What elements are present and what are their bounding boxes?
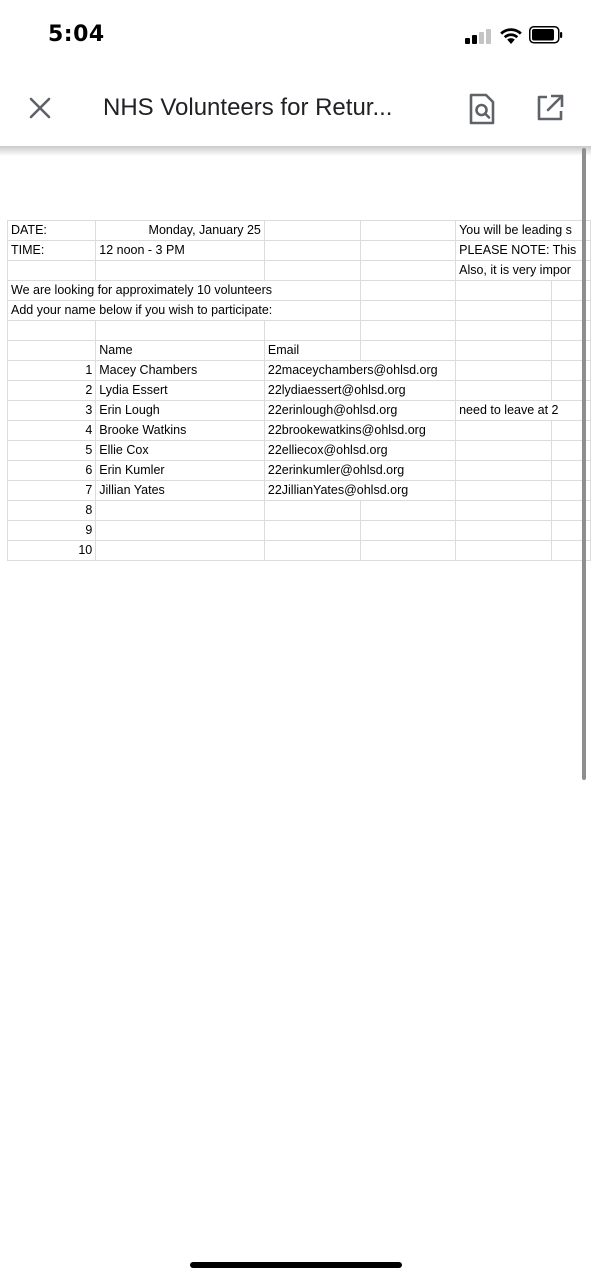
volunteer-note	[456, 361, 551, 381]
row-number: 7	[8, 481, 96, 501]
table-row	[8, 521, 591, 541]
top-app-bar	[0, 70, 591, 148]
date-value: Monday, January 25	[96, 221, 265, 241]
volunteer-note	[456, 381, 551, 401]
sheet-row	[8, 321, 591, 341]
volunteer-email: 22erinlough@ohlsd.org	[264, 401, 455, 421]
row-number: 5	[8, 441, 96, 461]
volunteer-email	[264, 521, 360, 541]
volunteer-note	[456, 501, 551, 521]
email-header: Email	[264, 341, 360, 361]
volunteer-name	[96, 541, 265, 561]
status-bar	[0, 0, 591, 70]
volunteer-name: Ellie Cox	[96, 441, 265, 461]
volunteer-note	[456, 521, 551, 541]
volunteer-note	[456, 441, 551, 461]
table-row	[8, 401, 591, 421]
app-bar-shadow	[0, 146, 591, 156]
volunteer-name: Erin Kumler	[96, 461, 265, 481]
wifi-icon	[498, 25, 524, 45]
sheet-row	[8, 261, 591, 281]
table-row	[8, 381, 591, 401]
header-row	[8, 341, 591, 361]
volunteer-note	[456, 421, 551, 441]
note-important: Also, it is very impor	[456, 261, 591, 281]
cellular-signal-icon	[465, 28, 493, 44]
spreadsheet-preview[interactable]	[7, 220, 591, 561]
close-icon[interactable]	[24, 92, 56, 124]
volunteer-note	[456, 481, 551, 501]
looking-text: We are looking for approximately 10 volunteers	[8, 281, 361, 301]
volunteer-email: 22lydiaessert@ohlsd.org	[264, 381, 455, 401]
table-row	[8, 541, 591, 561]
add-name-text: Add your name below if you wish to participate:	[8, 301, 361, 321]
row-number: 3	[8, 401, 96, 421]
volunteer-email: 22brookewatkins@ohlsd.org	[264, 421, 455, 441]
row-number: 10	[8, 541, 96, 561]
spreadsheet-grid	[7, 220, 591, 561]
document-title: NHS Volunteers for Retur...	[103, 94, 393, 121]
home-indicator[interactable]	[190, 1262, 402, 1268]
time-label: TIME:	[8, 241, 96, 261]
sheet-row	[8, 241, 591, 261]
table-row	[8, 421, 591, 441]
note-please: PLEASE NOTE: This	[456, 241, 591, 261]
table-row	[8, 461, 591, 481]
table-row	[8, 481, 591, 501]
row-number: 1	[8, 361, 96, 381]
document-search-icon[interactable]	[466, 92, 498, 126]
volunteer-email	[264, 541, 360, 561]
volunteer-email: 22elliecox@ohlsd.org	[264, 441, 455, 461]
volunteer-name: Erin Lough	[96, 401, 265, 421]
volunteer-note	[456, 541, 551, 561]
volunteer-email: 22erinkumler@ohlsd.org	[264, 461, 455, 481]
sheet-row	[8, 301, 591, 321]
table-row	[8, 441, 591, 461]
volunteer-name: Jillian Yates	[96, 481, 265, 501]
row-number: 2	[8, 381, 96, 401]
volunteer-name: Macey Chambers	[96, 361, 265, 381]
vertical-scrollbar[interactable]	[582, 148, 586, 780]
row-number: 8	[8, 501, 96, 521]
battery-icon	[529, 26, 563, 44]
sheet-row	[8, 281, 591, 301]
volunteer-note	[456, 461, 551, 481]
volunteer-email	[264, 501, 360, 521]
volunteer-name: Lydia Essert	[96, 381, 265, 401]
status-time: 5:04	[48, 22, 105, 47]
open-external-icon[interactable]	[534, 92, 566, 124]
volunteer-email: 22JillianYates@ohlsd.org	[264, 481, 455, 501]
table-row	[8, 361, 591, 381]
volunteer-name	[96, 521, 265, 541]
sheet-row	[8, 221, 591, 241]
table-row	[8, 501, 591, 521]
time-value: 12 noon - 3 PM	[96, 241, 265, 261]
row-number: 4	[8, 421, 96, 441]
volunteer-name: Brooke Watkins	[96, 421, 265, 441]
row-number: 9	[8, 521, 96, 541]
volunteer-note: need to leave at 2	[456, 401, 591, 421]
date-label: DATE:	[8, 221, 96, 241]
volunteer-email: 22maceychambers@ohlsd.org	[264, 361, 455, 381]
note-leading: You will be leading s	[456, 221, 591, 241]
name-header: Name	[96, 341, 265, 361]
row-number: 6	[8, 461, 96, 481]
volunteer-name	[96, 501, 265, 521]
